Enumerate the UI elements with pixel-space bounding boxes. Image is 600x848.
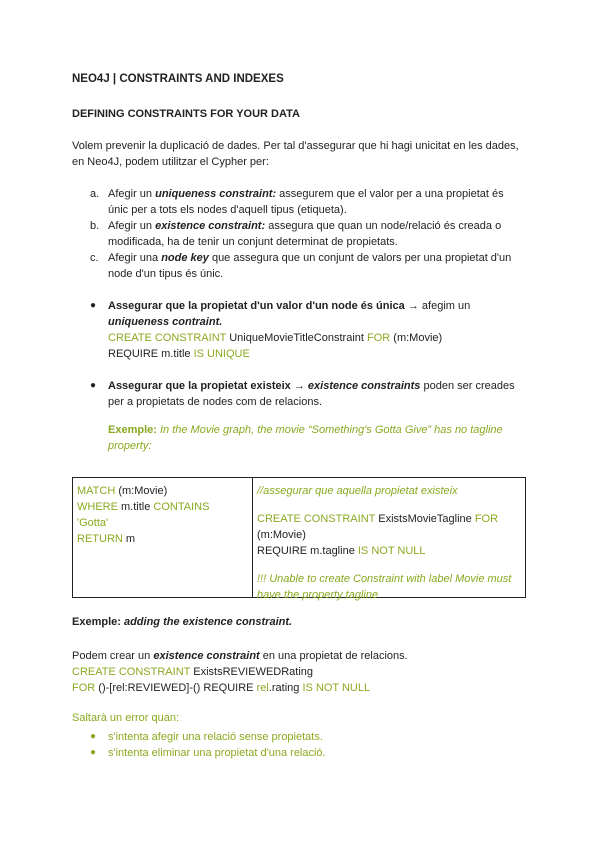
bullet-list [90, 298, 530, 454]
text-run: → afegim un [404, 300, 471, 312]
text-run-bold: Exemple: [72, 616, 124, 628]
error-item-text: s'intenta afegir una relació sense propietats. [108, 731, 323, 743]
list-marker: c. [90, 252, 99, 264]
text-run-bold-italic: existence constraint [153, 650, 260, 662]
example-heading [72, 616, 292, 628]
text-run: únic per a tots els nodes d'aquell tipus (etiqueta). [108, 204, 347, 216]
text-run-bold: Assegurar que la propietat existeix [108, 380, 291, 392]
code-cell-query [73, 478, 253, 597]
code-text: .rating [268, 682, 303, 694]
code-keyword: CREATE CONSTRAINT [257, 513, 376, 525]
text-run: en una propietat de relacions. [259, 650, 408, 662]
text-run-bold: Assegurar que la propietat d'un valor d'un node és única [108, 300, 405, 312]
code-text: (m:Movie) [390, 332, 443, 344]
code-keyword: WHERE [77, 501, 118, 513]
list-item-text [108, 250, 511, 282]
text-run: assegurem que el valor per a una propietat és [276, 188, 504, 200]
code-keyword: IS UNIQUE [193, 348, 250, 360]
error-item-text: s'intenta eliminar una propietat d'una relació. [108, 747, 326, 759]
list-marker: a. [90, 188, 100, 200]
list-marker: b. [90, 220, 100, 232]
code-text: m.title [117, 501, 154, 513]
code-text: ExistsMovieTagline [375, 513, 475, 525]
section-heading: DEFINING CONSTRAINTS FOR YOUR DATA [72, 108, 300, 120]
code-keyword: FOR [72, 682, 96, 694]
code-string: 'Gotta' [77, 517, 109, 529]
text-run-bold: uniqueness constraint: [155, 188, 277, 200]
list-item [90, 745, 326, 761]
code-keyword: RETURN [77, 533, 123, 545]
code-text: (m:Movie) [115, 485, 168, 497]
text-run: node d'un tipus és únic. [108, 268, 224, 280]
list-item-text [108, 218, 501, 250]
text-run-bold-italic: existence constraints [307, 380, 421, 392]
code-text: m [122, 533, 136, 545]
bullet-dot-icon: ● [90, 731, 97, 742]
code-text: (m:Movie) [257, 529, 306, 541]
error-list [90, 729, 326, 761]
code-keyword: CREATE CONSTRAINT [72, 666, 191, 678]
code-keyword: rel [256, 682, 269, 694]
list-item [90, 729, 326, 745]
code-text: UniqueMovieTitleConstraint [226, 332, 367, 344]
code-keyword: MATCH [77, 485, 116, 497]
code-keyword: CREATE CONSTRAINT [108, 332, 227, 344]
text-run-bold-italic: uniqueness contraint. [108, 316, 223, 328]
bullet-content [108, 298, 470, 362]
bullet-dot-icon: ● [90, 300, 97, 311]
code-text: ()-[rel:REVIEWED]-() REQUIRE [95, 682, 257, 694]
text-run: Podem crear un [72, 650, 154, 662]
text-run: Afegir un [108, 220, 156, 232]
list-item [90, 186, 520, 218]
text-run-bold-italic: adding the existence constraint. [123, 616, 293, 628]
intro-paragraph [72, 138, 532, 170]
text-run: per a propietats de nodes com de relacions. [108, 396, 323, 408]
page-title: NEO4J | CONSTRAINTS AND INDEXES [72, 73, 284, 85]
bullet-content [108, 378, 515, 454]
relationship-constraint-block [72, 648, 532, 696]
code-text: REQUIRE m.title [108, 348, 194, 360]
code-text: ExistsREVIEWEDRating [190, 666, 314, 678]
code-keyword: FOR [367, 332, 391, 344]
code-keyword: FOR [474, 513, 499, 525]
text-run: Afegir una [108, 252, 162, 264]
constraint-type-list [90, 186, 520, 282]
text-run-bold: node key [161, 252, 209, 264]
code-cell-constraint [253, 478, 525, 601]
bullet-existence [90, 378, 530, 454]
list-item [90, 218, 520, 250]
intro-line: en Neo4J, podem utilitzar el Cypher per: [72, 156, 269, 168]
error-heading: Saltarà un error quan: [72, 712, 180, 724]
text-run: poden ser creades [420, 380, 515, 392]
text-run-bold: existence constraint: [155, 220, 266, 232]
code-error: have the property tagline [257, 589, 379, 601]
text-run: Afegir un [108, 188, 156, 200]
code-table [72, 477, 526, 601]
bullet-dot-icon: ● [90, 380, 97, 391]
bullet-uniqueness [90, 298, 530, 362]
code-comment: //assegurar que aquella propietat existeix [257, 485, 458, 497]
list-item [90, 250, 520, 282]
example-label: Exemple: [108, 424, 157, 436]
example-text: property: [108, 440, 152, 452]
text-run: → [290, 380, 308, 392]
example-text: In the Movie graph, the movie “Something's Gotta Give” has no tagline [156, 424, 503, 436]
bullet-dot-icon: ● [90, 747, 97, 758]
text-run: modificada, ha de tenir un conjunt determinat de propietats. [108, 236, 398, 248]
code-keyword: CONTAINS [153, 501, 210, 513]
text-run: assegura que quan un node/relació és creada o [265, 220, 502, 232]
text-run: que assegura que un conjunt de valors per una propietat d'un [208, 252, 512, 264]
intro-line: Volem prevenir la duplicació de dades. Per tal d'assegurar que hi hagi unicitat en les dades, [72, 140, 519, 152]
code-keyword: IS NOT NULL [302, 682, 371, 694]
code-error: !!! Unable to create Constraint with label Movie must [257, 573, 512, 585]
list-item-text [108, 186, 504, 218]
code-keyword: IS NOT NULL [357, 545, 426, 557]
code-text: REQUIRE m.tagline [257, 545, 358, 557]
